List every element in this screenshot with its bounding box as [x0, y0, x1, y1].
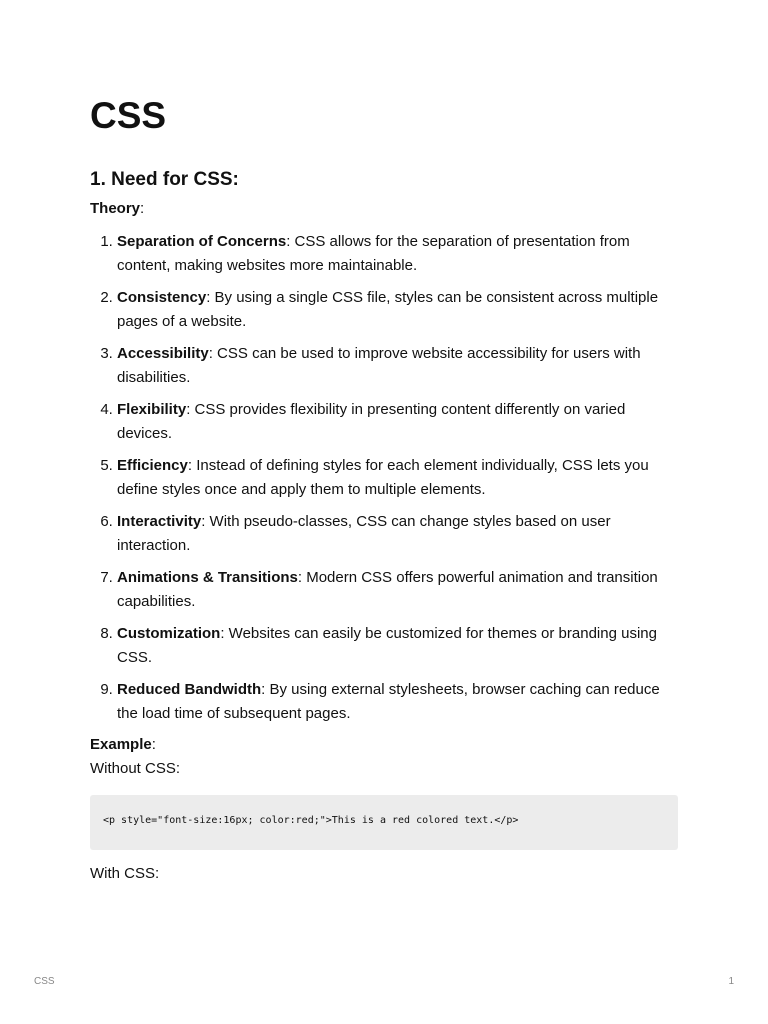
list-item-text: : Modern CSS offers powerful animation and transition capabilities. — [117, 569, 658, 610]
list-item-term: Animations & Transitions — [117, 569, 298, 586]
list-item-term: Reduced Bandwidth — [117, 681, 262, 698]
document-page — [90, 92, 678, 885]
list-item-text: : By using a single CSS file, styles can be consistent across multiple pages of a website. — [117, 289, 659, 330]
example-label-line — [90, 734, 678, 756]
list-item-term: Separation of Concerns — [117, 233, 287, 250]
list-item-text: : CSS provides flexibility in presenting content differently on varied devices. — [117, 401, 626, 442]
example-label: Example — [90, 736, 152, 753]
list-item-text: : CSS can be used to improve website accessibility for users with disabilities. — [117, 345, 641, 386]
list-item-term: Customization — [117, 625, 221, 642]
list-item-term: Consistency — [117, 289, 207, 306]
page-title: CSS — [90, 95, 167, 136]
list-item-term: Accessibility — [117, 345, 209, 362]
reasons-list — [90, 230, 678, 725]
theory-label-line — [90, 198, 678, 220]
section-heading: 1. Need for CSS: — [90, 169, 239, 190]
code-block: <p style="font-size:16px; color:red;">This is a red colored text.</p> — [90, 795, 678, 850]
list-item — [117, 342, 678, 389]
list-item-text: : By using external stylesheets, browser caching can reduce the load time of subsequent pages. — [117, 681, 660, 722]
list-item-text: : CSS allows for the separation of presentation from content, making websites more maintainable. — [117, 233, 630, 274]
theory-suffix: : — [140, 200, 145, 217]
list-item — [117, 230, 678, 277]
list-item-term: Interactivity — [117, 513, 202, 530]
list-item — [117, 678, 678, 725]
list-item — [117, 566, 678, 613]
list-item-term: Efficiency — [117, 457, 188, 474]
list-item — [117, 454, 678, 501]
footer-title: CSS — [34, 976, 55, 987]
list-item — [117, 622, 678, 669]
list-item-text: : Instead of defining styles for each element individually, CSS lets you define styles once and apply them to multiple elements. — [117, 457, 649, 498]
example-suffix: : — [151, 736, 156, 753]
list-item — [117, 398, 678, 445]
theory-label: Theory — [90, 200, 141, 217]
list-item — [117, 286, 678, 333]
list-item-text: : With pseudo-classes, CSS can change styles based on user interaction. — [117, 513, 611, 554]
page-number: 1 — [728, 976, 734, 987]
list-item-term: Flexibility — [117, 401, 187, 418]
without-css-label: Without CSS: — [90, 760, 181, 777]
with-css-label: With CSS: — [90, 865, 160, 882]
list-item-text: : Websites can easily be customized for themes or branding using CSS. — [117, 625, 657, 666]
list-item — [117, 510, 678, 557]
